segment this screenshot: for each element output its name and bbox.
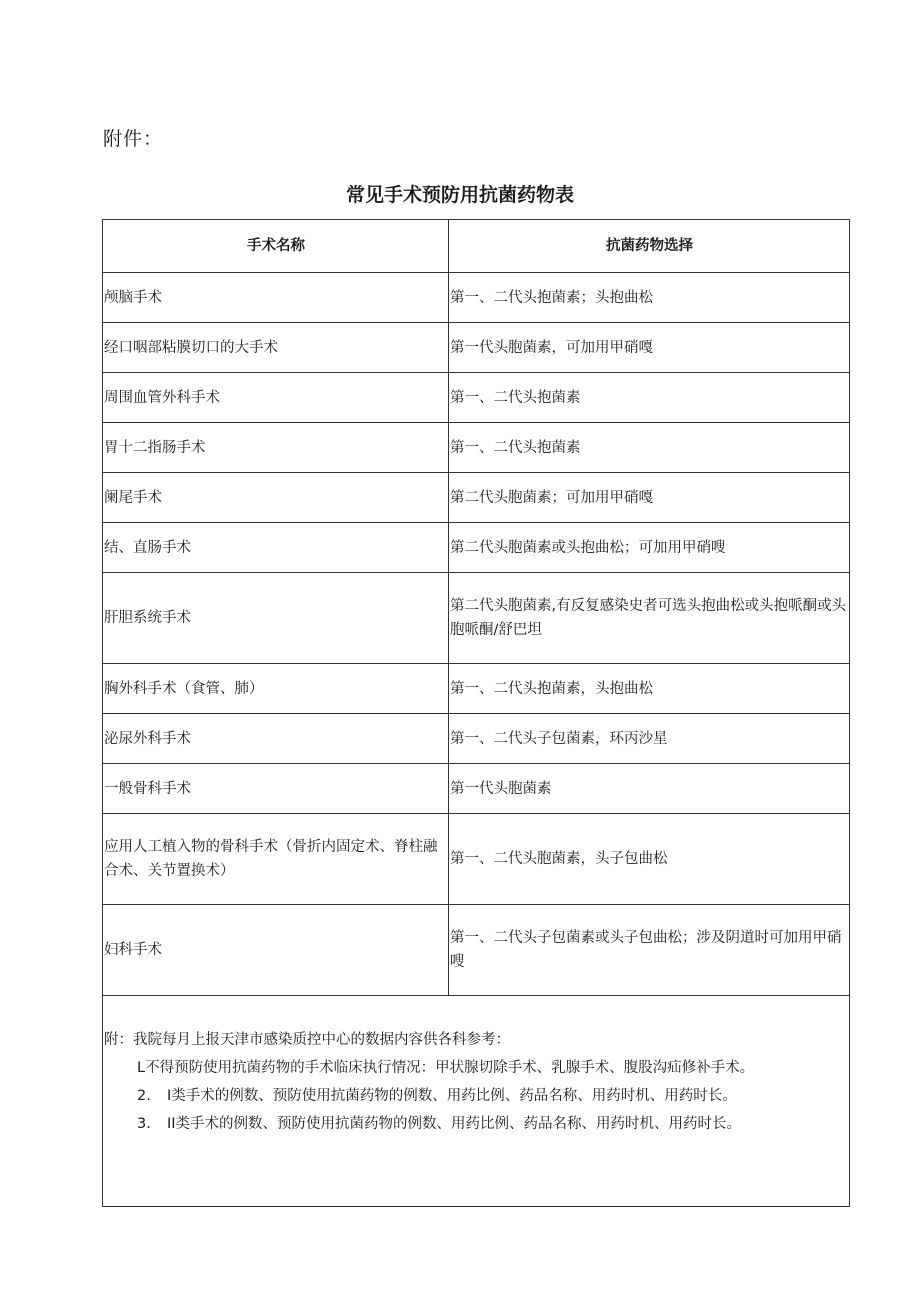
surgery-name-cell: 泌尿外科手术 <box>103 714 449 764</box>
surgery-name-cell: 经口咽部粘膜切口的大手术 <box>103 323 449 373</box>
antibiotic-cell: 第一代头胞菌素 <box>449 764 850 814</box>
table-row <box>103 764 850 814</box>
table-row <box>103 573 850 664</box>
attachment-label: 附件： <box>103 128 164 150</box>
table-row <box>103 814 850 905</box>
surgery-name-cell: 胃十二指肠手术 <box>103 423 449 473</box>
note-item <box>104 1056 849 1080</box>
table-row <box>103 423 850 473</box>
note-item <box>104 1084 849 1108</box>
note-item <box>104 1112 849 1136</box>
antibiotic-cell: 第一、二代头抱菌素 <box>449 423 850 473</box>
table-row <box>103 273 850 323</box>
antibiotic-cell: 第一、二代头抱菌素 <box>449 373 850 423</box>
antibiotic-cell: 第二代头胞菌素或头抱曲松；可加用甲硝嗖 <box>449 523 850 573</box>
antibiotic-cell: 第一、二代头子包菌素，环丙沙星 <box>449 714 850 764</box>
antibiotic-cell: 第一、二代头抱菌素，头抱曲松 <box>449 664 850 714</box>
surgery-name-cell: 应用人工植入物的骨科手术（骨折内固定术、脊柱融合术、关节置换术） <box>103 814 449 905</box>
notes-list <box>104 1056 849 1136</box>
note-item-text: L不得预防使用抗菌药物的手术临床执行情况：甲状腺切除手术、乳腺手术、腹股沟疝修补手术。 <box>137 1060 755 1076</box>
surgery-name-cell: 颅脑手术 <box>103 273 449 323</box>
table-row <box>103 664 850 714</box>
table-header-row <box>103 220 850 273</box>
antibiotic-cell: 第一、二代头抱菌素；头抱曲松 <box>449 273 850 323</box>
notes-intro: 附：我院每月上报天津市感染质控中心的数据内容供各科参考： <box>104 1032 510 1048</box>
surgery-name-cell: 胸外科手术（食管、肺） <box>103 664 449 714</box>
surgery-name-cell: 妇科手术 <box>103 905 449 996</box>
column-header-surgery: 手术名称 <box>103 220 449 273</box>
note-item-text: I类手术的例数、预防使用抗菌药物的例数、用药比例、药品名称、用药时机、用药时长。 <box>167 1088 737 1104</box>
table-row <box>103 905 850 996</box>
surgery-name-cell: 周围血管外科手术 <box>103 373 449 423</box>
note-item-number: 2. <box>137 1088 151 1104</box>
antibiotic-cell: 第一、二代头胞菌素，头子包曲松 <box>449 814 850 905</box>
table-row <box>103 714 850 764</box>
antibiotic-cell: 第一、二代头子包菌素或头子包曲松；涉及阴道时可加用甲硝嗖 <box>449 905 850 996</box>
table-row <box>103 373 850 423</box>
surgery-name-cell: 肝胆系统手术 <box>103 573 449 664</box>
surgery-name-cell: 一般骨科手术 <box>103 764 449 814</box>
antibiotic-cell: 第二代头胞菌素；可加用甲硝嘎 <box>449 473 850 523</box>
document-title: 常见手术预防用抗菌药物表 <box>345 184 574 206</box>
table-row <box>103 473 850 523</box>
note-item-number: 3. <box>137 1116 151 1132</box>
notes-row <box>103 996 850 1207</box>
notes-cell <box>103 996 850 1207</box>
note-item-text: II类手术的例数、预防使用抗菌药物的例数、用药比例、药品名称、用药时机、用药时长。 <box>167 1116 742 1132</box>
surgery-name-cell: 阑尾手术 <box>103 473 449 523</box>
antibiotic-table <box>102 219 850 1207</box>
table-row <box>103 523 850 573</box>
surgery-name-cell: 结、直肠手术 <box>103 523 449 573</box>
antibiotic-cell: 第二代头胞菌素,有反复感染史者可选头抱曲松或头抱哌酮或头胞哌酮/舒巴坦 <box>449 573 850 664</box>
table-row <box>103 323 850 373</box>
column-header-antibiotic: 抗菌药物选择 <box>449 220 850 273</box>
antibiotic-cell: 第一代头胞菌素，可加用甲硝嘎 <box>449 323 850 373</box>
